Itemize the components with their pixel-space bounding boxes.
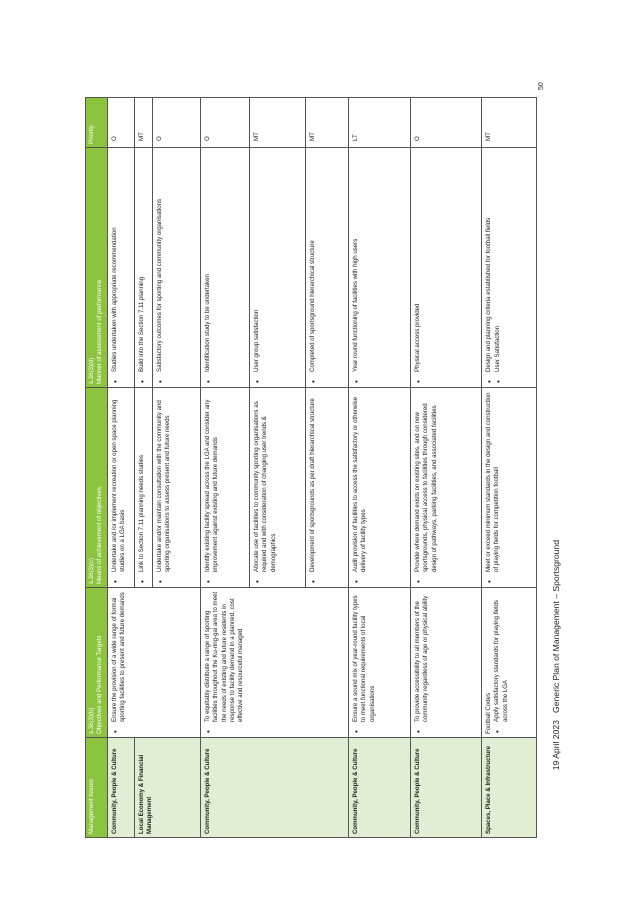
means-cell: • Allocate use of facilities to community sporting organisations as required and with consideration of changing user trends & demographics: [249, 388, 305, 588]
priority-cell: MT: [305, 97, 348, 147]
footer-date: 19 April 2023: [551, 720, 561, 771]
table-row: [348, 97, 410, 837]
header-means: s.36(3)(c) Means of achievement of objectives: [86, 388, 108, 588]
issue-cell: Local Economy & Financial Management: [134, 738, 200, 838]
assessment-cell: • Identification study to be undertaken: [200, 147, 249, 387]
objective-cell: • Ensure the provision of a wide range of formal sporting facilities to present and future demands: [107, 588, 200, 738]
assessment-cell: • Completed of sportsground hierarchical structure: [305, 147, 348, 387]
means-cell: • Meet or exceed minimum standards in the design and construction of playing fields for competition football: [481, 388, 536, 588]
assessment-cell: • Studies undertaken with appropriate recommendation: [107, 147, 134, 387]
issue-cell: Community, People & Culture: [200, 738, 348, 838]
priority-cell: O: [152, 97, 200, 147]
priority-cell: MT: [134, 97, 152, 147]
management-table: [85, 97, 537, 838]
assessment-cell: • Design and planning criteria established for football fields • User Satisfaction: [481, 147, 536, 387]
footer-title: Generic Plan of Management – Sportsground: [551, 540, 561, 713]
assessment-cell: • Year round functioning of facilities with high users: [348, 147, 410, 387]
header-objectives: s.36(3)(b) Objectives and Performance Targets: [86, 588, 108, 738]
page-number: 50: [538, 82, 545, 90]
rotated-table-container: [85, 98, 549, 838]
priority-cell: MT: [481, 97, 536, 147]
page-footer: [551, 540, 561, 880]
assessment-cell: • Satisfactory outcomes for sporting and community organisations: [152, 147, 200, 387]
means-cell: • Audit provision of facilities to access the satisfactory or otherwise delivery of facility types: [348, 388, 410, 588]
priority-cell: O: [410, 97, 481, 147]
objective-heading: Football Codes: [484, 693, 492, 734]
priority-cell: O: [107, 97, 134, 147]
priority-cell: MT: [249, 97, 305, 147]
header-issues: Management Issues: [86, 738, 108, 838]
issue-cell: Community, People & Culture: [107, 738, 134, 838]
issue-cell: Community, People & Culture: [410, 738, 481, 838]
issue-cell: Spaces, Place & Infrastructure: [481, 738, 536, 838]
means-cell: • Undertake and /or implement recreation or open space planning studies on a LGA basis: [107, 388, 134, 588]
header-assessment: s.36(3)(d) Manner of assessment of performance: [86, 147, 108, 387]
priority-cell: O: [200, 97, 249, 147]
objective-cell: • Ensure a sound mix of year-round facility types to meet functional requirements of local organisations: [348, 588, 410, 738]
assessment-cell: • User group satisfaction: [249, 147, 305, 387]
issue-cell: Community, People & Culture: [348, 738, 410, 838]
table-row: [200, 97, 249, 837]
means-cell: • Provide where demand exists on existing sites, and on new sportsgrounds, physical access to facilities through considered design of pathways, parking facilities, and associated facilities: [410, 388, 481, 588]
means-cell: • Undertake and/or maintain consultation with the community and sporting organisations to assess present and future needs: [152, 388, 200, 588]
table-row: [107, 97, 134, 837]
assessment-cell: • Build into the Section 7.11 planning: [134, 147, 152, 387]
assessment-cell: • Physical access provided: [410, 147, 481, 387]
objective-cell: Football Codes • Apply satisfactory standards for playing fields across the LGA: [481, 588, 536, 738]
header-row: [86, 97, 108, 837]
table-row: [410, 97, 481, 837]
priority-cell: LT: [348, 97, 410, 147]
means-cell: • Development of sportsgrounds as per draft hierarchical structure: [305, 388, 348, 588]
header-priority: Priority: [86, 97, 108, 147]
means-cell: • Link to Section 7.11 planning needs studies: [134, 388, 152, 588]
means-cell: • Identify existing facility spread across the LGA and consider any improvement against existing and future demands: [200, 388, 249, 588]
objective-cell: • To provide accessibility to all members of the community regardless of age or physical ability: [410, 588, 481, 738]
table-row: [481, 97, 536, 837]
objective-cell: • To equitably distribute a range of sporting facilities throughout the Ku-ring-gai area to meet the needs of existing and future residents in response to facility demand in a planned, cost effective and resourceful managed: [200, 588, 348, 738]
